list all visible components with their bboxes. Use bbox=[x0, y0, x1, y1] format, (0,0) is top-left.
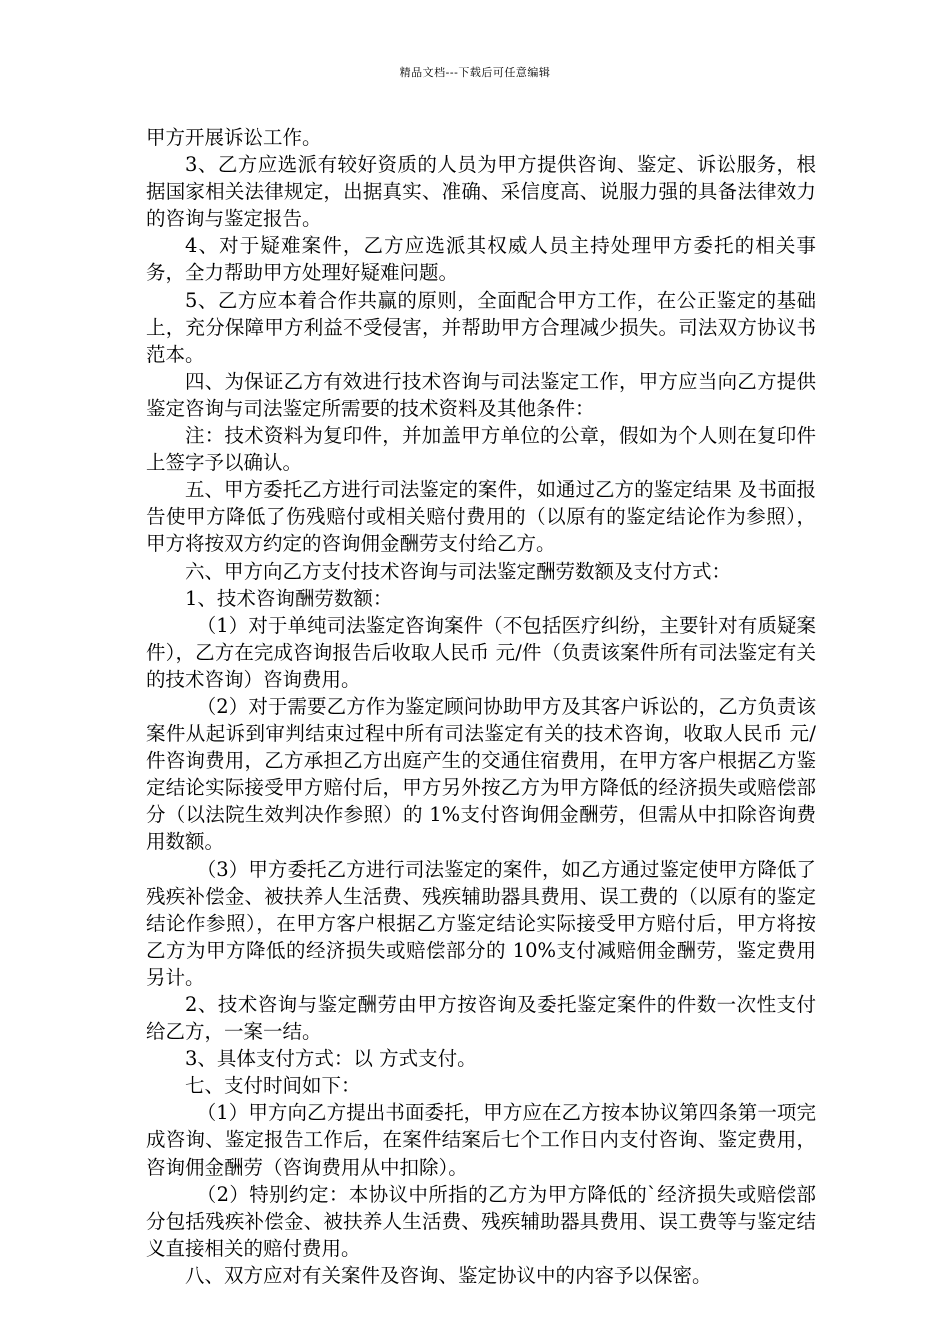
paragraph: 1、技术咨询酬劳数额： bbox=[185, 586, 393, 610]
paragraph: 七、支付时间如下： bbox=[185, 1074, 361, 1098]
paragraph: 甲方开展诉讼工作。 bbox=[146, 126, 322, 149]
paragraph: 4、对于疑难案件，乙方应选派其权威人员主持处理甲方委托的相关事务，全力帮助甲方处理好疑难问题。 bbox=[146, 234, 816, 285]
paragraph: 五、甲方委托乙方进行司法鉴定的案件，如通过乙方的鉴定结果 及书面报告使甲方降低了伤残赔付或相关赔付费用的（以原有的鉴定结论作为参照），甲方将按双方约定的咨询佣金酬劳支付给乙方。 bbox=[146, 478, 816, 556]
paragraph: 六、甲方向乙方支付技术咨询与司法鉴定酬劳数额及支付方式： bbox=[185, 559, 732, 583]
page-header: 精品文档---下载后可任意编辑 bbox=[399, 66, 551, 79]
paragraph: 5、乙方应本着合作共赢的原则，全面配合甲方工作，在公正鉴定的基础上，充分保障甲方利益不受侵害，并帮助甲方合理减少损失。司法双方协议书范本。 bbox=[146, 288, 816, 366]
paragraph: 注：技术资料为复印件，并加盖甲方单位的公章，假如为个人则在复印件上签字予以确认。 bbox=[146, 424, 816, 475]
paragraph: （3）甲方委托乙方进行司法鉴定的案件，如乙方通过鉴定使甲方降低了残疾补偿金、被扶养人生活费、残疾辅助器具费用、误工费的（以原有的鉴定结论作参照），在甲方客户根据乙方鉴定结论实际接受甲方赔付后，甲方将按乙方为甲方降低的经济损失或赔偿部分的 10%支付减赔佣金酬劳，鉴定费用另计。 bbox=[146, 857, 816, 989]
paragraph: 3、具体支付方式：以 方式支付。 bbox=[185, 1047, 477, 1071]
paragraph: （1）甲方向乙方提出书面委托，甲方应在乙方按本协议第四条第一项完成咨询、鉴定报告工作后，在案件结案后七个工作日内支付咨询、鉴定费用，咨询佣金酬劳（咨询费用从中扣除）。 bbox=[146, 1101, 816, 1179]
paragraph: 八、双方应对有关案件及咨询、鉴定协议中的内容予以保密。 bbox=[185, 1263, 712, 1287]
paragraph: （2）特别约定：本协议中所指的乙方为甲方降低的`经济损失或赔偿部分包括残疾补偿金、被扶养人生活费、残疾辅助器具费用、误工费等与鉴定结义直接相关的赔付费用。 bbox=[146, 1182, 816, 1260]
paragraph: 3、乙方应选派有较好资质的人员为甲方提供咨询、鉴定、诉讼服务，根据国家相关法律规定，出据真实、准确、采信度高、说服力强的具备法律效力的咨询与鉴定报告。 bbox=[146, 153, 816, 231]
paragraph: 四、为保证乙方有效进行技术咨询与司法鉴定工作，甲方应当向乙方提供鉴定咨询与司法鉴定所需要的技术资料及其他条件： bbox=[146, 369, 816, 420]
paragraph: （1）对于单纯司法鉴定咨询案件（不包括医疗纠纷，主要针对有质疑案件），乙方在完成咨询报告后收取人民币 元/件（负责该案件所有司法鉴定有关的技术咨询）咨询费用。 bbox=[146, 613, 816, 691]
paragraph: 2、技术咨询与鉴定酬劳由甲方按咨询及委托鉴定案件的件数一次性支付给乙方，一案一结。 bbox=[146, 993, 816, 1044]
paragraph: （2）对于需要乙方作为鉴定顾问协助甲方及其客户诉讼的，乙方负责该案件从起诉到审判结束过程中所有司法鉴定有关的技术咨询，收取人民币 元/件咨询费用，乙方承担乙方出庭产生的交通住宿费用，在甲方客户根据乙方鉴定结论实际接受甲方赔付后，甲方另外按乙方为甲方降低的经济损失或赔偿部分（以法院生效判决作参照）的 1%支付咨询佣金酬劳，但需从中扣除咨询费用数额。 bbox=[146, 694, 816, 854]
document-body bbox=[146, 124, 816, 1289]
